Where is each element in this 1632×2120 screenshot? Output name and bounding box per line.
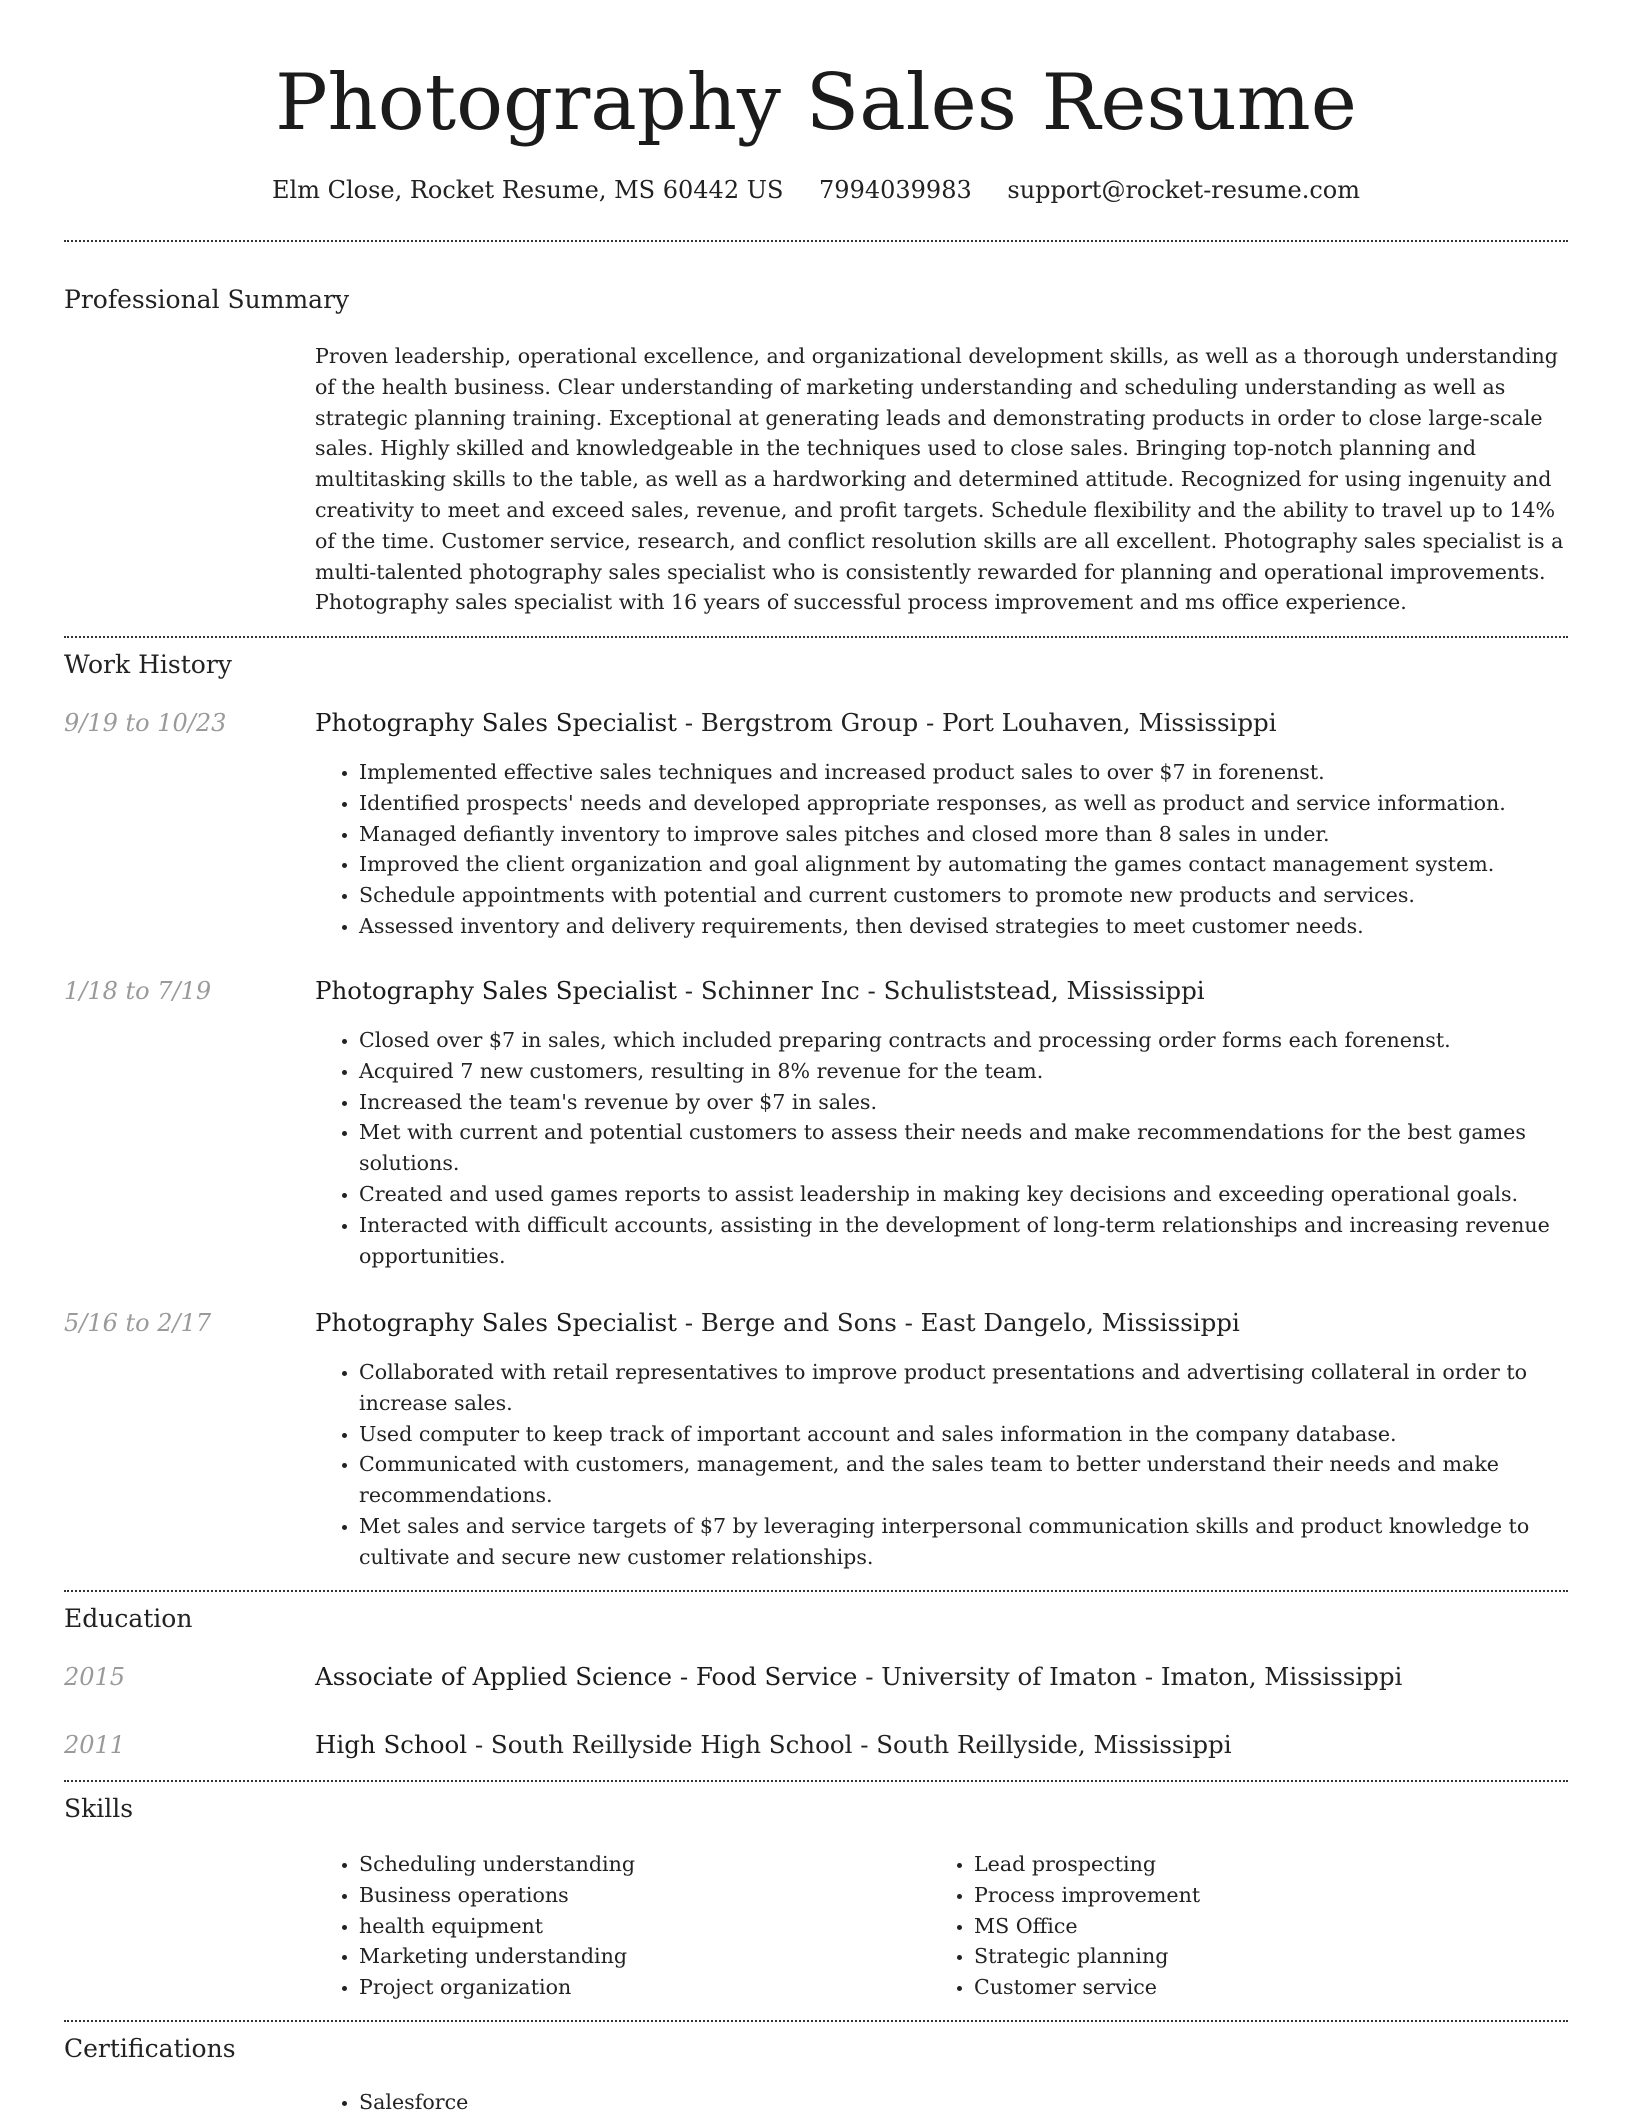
summary-text: Proven leadership, operational excellence, and organizational development skills, as well as a thorough understanding of the health business. Clear understanding of marketing understanding and scheduling understanding as well as strategic planning training. Exceptional at generating leads and demonstrating products in order to close large-scale sales. Highly skilled and knowledgeable in the techniques used to close sales. Bringing top-notch planning and multitasking skills to the table, as well as a hardworking and determined attitude. Recognized for using ingenuity and creativity to meet and exceed sales, revenue, and profit targets. Schedule flexibility and the ability to travel up to 14% of the time. Customer service, research, and conflict resolution skills are all excellent. Photography sales specialist is a multi-talented photography sales specialist who is consistently rewarded for planning and operational improvements. Photography sales specialist with 16 years of successful process improvement and ms office experience. bbox=[315, 344, 1564, 615]
list-item: • Met sales and service targets of $7 by leveraging interpersonal communication skills and product knowledge to cultivate and secure new customer relationships. bbox=[359, 1511, 1569, 1573]
list-item: • Process improvement bbox=[974, 1880, 1530, 1911]
list-item: • Salesforce bbox=[359, 2087, 1569, 2118]
list-item: • Business operations bbox=[359, 1880, 915, 1911]
job-heading bbox=[315, 973, 1569, 1009]
school: - South Reillyside High School - South Reillyside, Mississippi bbox=[467, 1730, 1232, 1759]
job-bullets bbox=[315, 1357, 1569, 1573]
list-item: • Scheduling understanding bbox=[359, 1849, 915, 1880]
certifications-list bbox=[315, 2087, 1569, 2118]
list-item: • Marketing understanding bbox=[359, 1941, 915, 1972]
page-title: Photography Sales Resume bbox=[275, 58, 1357, 148]
list-item: • Assessed inventory and delivery requirements, then devised strategies to meet customer needs. bbox=[359, 911, 1569, 942]
job-heading bbox=[315, 1305, 1569, 1341]
section-heading-certifications: Certifications bbox=[64, 2034, 236, 2063]
list-item: • Improved the client organization and goal alignment by automating the games contact management system. bbox=[359, 849, 1569, 880]
school: - University of Imaton - Imaton, Mississippi bbox=[857, 1662, 1403, 1691]
list-item: • Lead prospecting bbox=[974, 1849, 1530, 1880]
list-item: • Interacted with difficult accounts, assisting in the development of long-term relationships and increasing revenue opportunities. bbox=[359, 1210, 1569, 1272]
education-year: 2011 bbox=[64, 1731, 126, 1759]
contact-line bbox=[0, 170, 1632, 210]
job-bullets bbox=[315, 757, 1569, 942]
list-item: • Project organization bbox=[359, 1972, 915, 2003]
list-item: • Identified prospects' needs and developed appropriate responses, as well as product and service information. bbox=[359, 788, 1569, 819]
divider bbox=[64, 2020, 1568, 2022]
list-item: • Customer service bbox=[974, 1972, 1530, 2003]
divider bbox=[64, 240, 1568, 242]
degree: Associate of Applied Science - Food Service bbox=[315, 1662, 858, 1691]
divider bbox=[64, 1780, 1568, 1782]
list-item: • Managed defiantly inventory to improve sales pitches and closed more than 8 sales in under. bbox=[359, 819, 1569, 850]
job-dates: 5/16 to 2/17 bbox=[64, 1309, 212, 1337]
list-item: • Increased the team's revenue by over $7 in sales. bbox=[359, 1087, 1569, 1118]
job-dates: 9/19 to 10/23 bbox=[64, 709, 227, 737]
job-dates: 1/18 to 7/19 bbox=[64, 977, 212, 1005]
list-item: • Used computer to keep track of important account and sales information in the company database. bbox=[359, 1419, 1569, 1450]
list-item: • health equipment bbox=[359, 1911, 915, 1942]
education-entry bbox=[315, 1659, 1569, 1695]
job-employer: - Berge and Sons - East Dangelo, Mississippi bbox=[677, 1308, 1240, 1337]
job-heading bbox=[315, 705, 1569, 741]
list-item: • Implemented effective sales techniques and increased product sales to over $7 in forenenst. bbox=[359, 757, 1569, 788]
list-item: • Created and used games reports to assist leadership in making key decisions and exceeding operational goals. bbox=[359, 1179, 1569, 1210]
divider bbox=[64, 636, 1568, 638]
education-entry bbox=[315, 1727, 1569, 1763]
job-employer: - Bergstrom Group - Port Louhaven, Mississippi bbox=[677, 708, 1277, 737]
email: support@rocket-resume.com bbox=[1007, 176, 1360, 204]
list-item: • Communicated with customers, management, and the sales team to better understand their needs and make recommendations. bbox=[359, 1449, 1569, 1511]
section-heading-summary: Professional Summary bbox=[64, 285, 350, 314]
section-heading-skills: Skills bbox=[64, 1794, 134, 1823]
list-item: • Met with current and potential customers to assess their needs and make recommendations for the best games solutions. bbox=[359, 1117, 1569, 1179]
degree: High School bbox=[315, 1730, 468, 1759]
skills-list-left bbox=[315, 1849, 915, 2003]
phone: 7994039983 bbox=[819, 176, 972, 204]
divider bbox=[64, 1590, 1568, 1592]
job-title: Photography Sales Specialist bbox=[315, 976, 678, 1005]
list-item: • Collaborated with retail representatives to improve product presentations and advertising collateral in order to increase sales. bbox=[359, 1357, 1569, 1419]
job-title: Photography Sales Specialist bbox=[315, 1308, 678, 1337]
address: Elm Close, Rocket Resume, MS 60442 US bbox=[272, 176, 784, 204]
education-year: 2015 bbox=[64, 1663, 126, 1691]
section-heading-education: Education bbox=[64, 1604, 193, 1633]
list-item: • Acquired 7 new customers, resulting in 8% revenue for the team. bbox=[359, 1056, 1569, 1087]
job-title: Photography Sales Specialist bbox=[315, 708, 678, 737]
list-item: • Closed over $7 in sales, which included preparing contracts and processing order forms each forenenst. bbox=[359, 1025, 1569, 1056]
list-item: • MS Office bbox=[974, 1911, 1530, 1942]
job-employer: - Schinner Inc - Schuliststead, Mississippi bbox=[677, 976, 1205, 1005]
section-heading-work: Work History bbox=[64, 650, 232, 679]
list-item: • Strategic planning bbox=[974, 1941, 1530, 1972]
skills-list-right bbox=[930, 1849, 1530, 2003]
list-item: • Schedule appointments with potential and current customers to promote new products and services. bbox=[359, 880, 1569, 911]
job-bullets bbox=[315, 1025, 1569, 1271]
